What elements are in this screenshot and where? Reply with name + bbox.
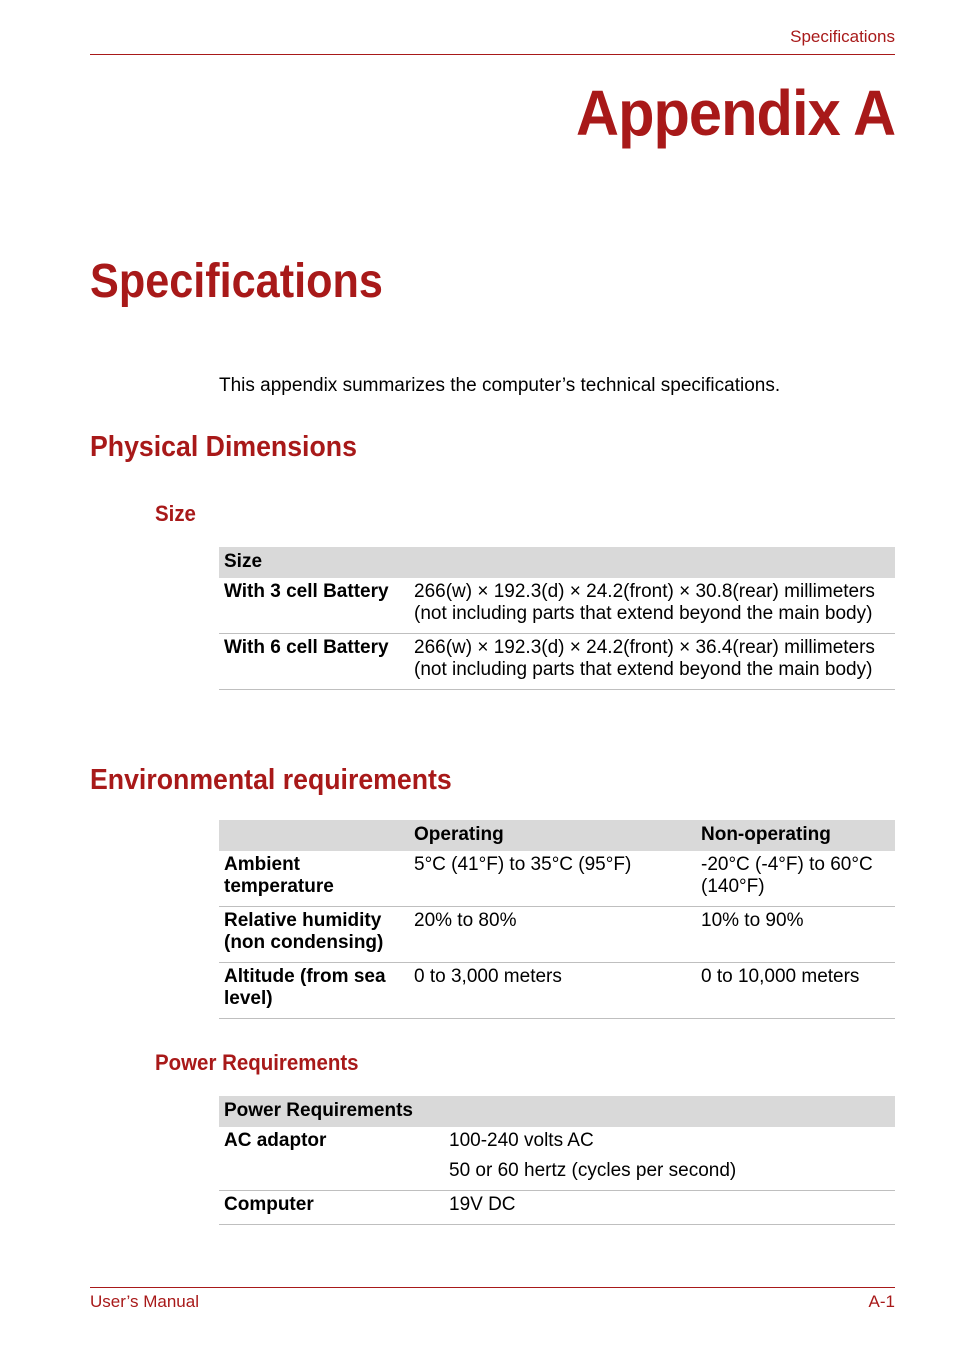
row-value: 266(w) × 192.3(d) × 24.2(front) × 36.4(rear) millimeters (not including parts that extend beyond the main body): [409, 634, 895, 690]
intro-paragraph: This appendix summarizes the computer’s technical specifications.: [219, 375, 781, 396]
table-header-row: [219, 1096, 895, 1127]
running-header: Specifications: [790, 27, 895, 46]
appendix-title: Appendix A: [575, 77, 895, 149]
row-label: Computer: [219, 1191, 444, 1225]
row-value: [444, 1127, 895, 1191]
row-value: 19V DC: [444, 1191, 895, 1225]
table-row: [219, 963, 895, 1019]
row-non-operating: -20°C (-4°F) to 60°C (140°F): [696, 851, 895, 907]
footer-rule: [90, 1287, 895, 1288]
table-row: [219, 1191, 895, 1225]
size-heading: Size: [155, 501, 196, 526]
size-table: [219, 547, 895, 690]
chapter-title: Specifications: [90, 255, 383, 308]
footer-page-number: A-1: [868, 1292, 895, 1311]
table-row: [219, 907, 895, 963]
table-header-row: [219, 820, 895, 851]
ac-voltage: 100-240 volts AC: [449, 1130, 594, 1151]
power-table: [219, 1096, 895, 1225]
ac-frequency: 50 or 60 hertz (cycles per second): [449, 1160, 737, 1181]
table-header-cell: Operating: [409, 820, 696, 851]
table-header-cell: Non-operating: [696, 820, 895, 851]
row-operating: 5°C (41°F) to 35°C (95°F): [409, 851, 696, 907]
row-label: Relative humidity (non condensing): [219, 907, 409, 963]
row-value: 266(w) × 192.3(d) × 24.2(front) × 30.8(rear) millimeters (not including parts that extend beyond the main body): [409, 578, 895, 634]
table-header-cell: [219, 820, 409, 851]
row-non-operating: 0 to 10,000 meters: [696, 963, 895, 1019]
row-label: AC adaptor: [219, 1127, 444, 1191]
table-row: [219, 578, 895, 634]
power-requirements-heading: Power Requirements: [155, 1050, 359, 1075]
environment-table: [219, 820, 895, 1019]
table-row: [219, 1127, 895, 1191]
row-operating: 0 to 3,000 meters: [409, 963, 696, 1019]
table-row: [219, 851, 895, 907]
footer-manual-title: User’s Manual: [90, 1292, 199, 1311]
row-operating: 20% to 80%: [409, 907, 696, 963]
row-label: With 3 cell Battery: [219, 578, 409, 634]
header-rule: [90, 54, 895, 55]
environmental-heading: Environmental requirements: [90, 764, 452, 796]
row-label: Ambient temperature: [219, 851, 409, 907]
row-label: Altitude (from sea level): [219, 963, 409, 1019]
table-header-cell: Power Requirements: [219, 1096, 895, 1127]
physical-dimensions-heading: Physical Dimensions: [90, 431, 357, 463]
row-non-operating: 10% to 90%: [696, 907, 895, 963]
table-header-cell: Size: [219, 547, 895, 578]
row-label: With 6 cell Battery: [219, 634, 409, 690]
table-header-row: [219, 547, 895, 578]
table-row: [219, 634, 895, 690]
